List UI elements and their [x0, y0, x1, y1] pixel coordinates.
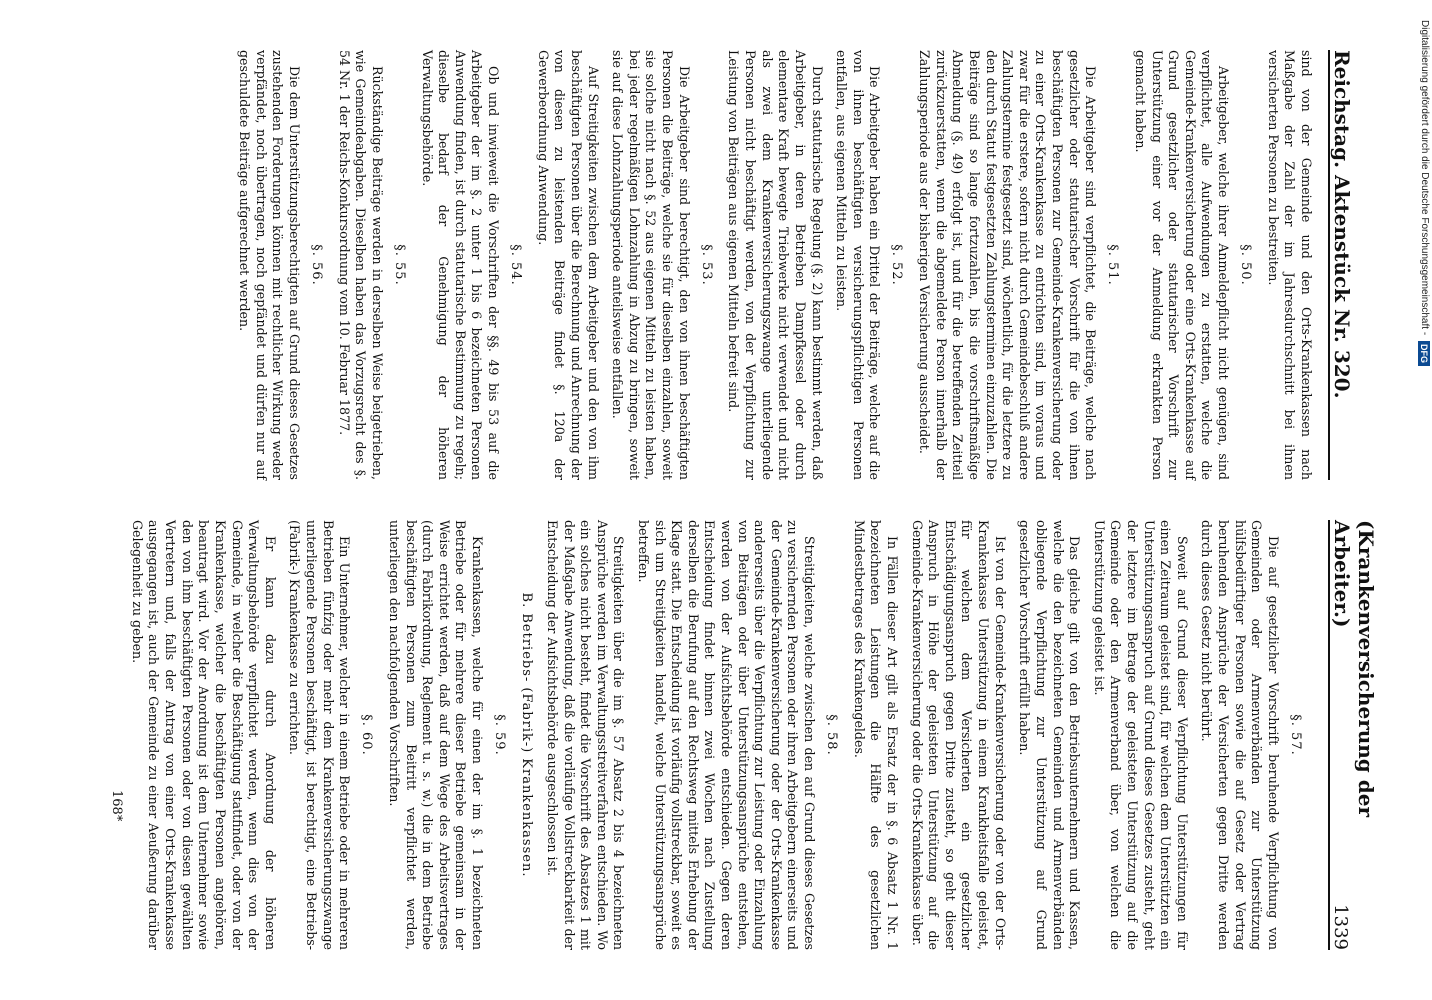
paragraph: Streitigkeiten über die im §. 57 Absatz 2 bis 4 bezeichneten Ansprüche werden im Verwaltungsstreitverfahren entschieden. Wo ein solches nicht besteht, findet die Vorschrift des Absatzes 1 mit der Maßgabe Anwendung, daß die vorläufige Vollstreckbarkeit der Entscheidung der Aufsichtsbehörde ausgeschlossen ist.	[544, 520, 627, 950]
header-left-text: Reichstag. Aktenstück Nr. 320.	[1330, 50, 1354, 399]
section-heading: §. 55.	[392, 244, 408, 286]
section-heading: §. 60.	[359, 714, 375, 756]
credit-text: Digitalisierung gefördert durch die Deutsche Forschungsgemeinschaft -	[1419, 20, 1430, 336]
signature-mark: 168*	[109, 790, 124, 822]
paragraph: Die dem Unterstützungsberechtigten auf Grund dieses Gesetzes zustehenden Forderungen können mit rechtlicher Wirkung weder verpfändet, noch übertragen, noch gepfändet und dürfen nur auf geschuldete Beiträge aufgerechnet werden.	[237, 50, 302, 480]
section-heading: §. 51.	[1105, 244, 1121, 286]
section-heading: §. 52.	[889, 244, 905, 286]
section-heading: §. 54.	[508, 244, 524, 286]
section-heading: §. 50.	[1238, 244, 1254, 286]
paragraph: Ob und inwieweit die Vorschriften der §§. 49 bis 53 auf die Arbeitgeber der im §. 2 unter 1 bis 6 bezeichneten Personen Anwendung finden, ist durch statutarische Bestimmung zu regeln; dieselbe bedarf der Genehmigung der höheren Verwaltungsbehörde.	[419, 50, 502, 480]
digitization-credit	[1416, 20, 1430, 980]
paragraph: Durch statutarische Regelung (§. 2) kann bestimmt werden, daß Arbeitgeber, in deren Betrieben Dampfkessel oder durch elementare Kraft bewegte Triebwerke nicht verwendet und nicht als zwei dem Krankenversicherungszwange unterliegende Personen nicht beschäftigt werden, von der Verpflichtung zur Leistung von Beiträgen aus eigenen Mitteln befreit sind.	[726, 50, 825, 480]
section-heading: §. 59.	[492, 714, 508, 756]
section-heading: §. 56.	[309, 244, 325, 286]
section-heading: §. 53.	[698, 244, 714, 286]
page-body	[62, 50, 1378, 950]
dfg-logo: DFG	[1418, 341, 1430, 366]
paragraph: Streitigkeiten, welche zwischen den auf Grund dieses Gesetzes zu versichernden Personen oder ihren Arbeitgebern einerseits und der Gemeinde-Krankenversicherung oder der Orts-Krankenkasse andererseits über die Verpflichtung zur Leistung oder Einzahlung von Beiträgen oder über Unterstützungsansprüche entstehen, werden von der Aufsichtsbehörde entschieden. Gegen deren Entscheidung findet binnen zwei Wochen nach Zustellung derselben die Berufung auf den Rechtsweg mittels Erhebung der Klage statt. Die Entscheidung ist vorläufig vollstreckbar, soweit es sich um Streitigkeiten handelt, welche Unterstützungsansprüche betreffen.	[635, 520, 818, 950]
text-column-right	[129, 520, 1314, 950]
paragraph: Ein Unternehmer, welcher in einem Betriebe oder in mehreren Betrieben fünfzig oder mehr dem Krankenversicherungszwange unterliegende Personen beschäftigt, ist berechtigt, eine Betriebs- (Fabrik-) Krankenkasse zu errichten.	[287, 520, 353, 950]
paragraph: Die Arbeitgeber sind verpflichtet, die Beiträge, welche nach gesetzlicher oder statutarischer Vorschrift für die von ihnen beschäftigten Personen zur Gemeinde-Krankenversicherung oder zu einer Orts-Krankenkasse zu entrichten sind, im voraus und zwar für die erstere, sofern nicht durch Gemeindebeschluß andere Zahlungstermine festgesetzt sind, wöchentlich, für die letztere zu den durch Statut festgesetzten Zahlungsterminen einzuzahlen. Die Beiträge sind so lange fortzuzahlen, bis die vorschriftsmäßige Abmeldung (§. 49) erfolgt ist, und für die betreffenden Zeitteil zurückzuerstatten, wenn die abgemeldete Person innerhalb der Zahlungsperiode aus der bisherigen Versicherung ausscheidet.	[917, 50, 1099, 480]
subsection-heading: B. Betriebs- (Fabrik-) Krankenkassen.	[519, 592, 535, 878]
paragraph: Arbeitgeber, welche ihrer Anmeldepflicht nicht genügen, sind verpflichtet, alle Aufwendungen zu erstatten, welche die Gemeinde-Krankenversicherung oder eine Orts-Krankenkasse auf Grund gesetzlicher oder statutarischer Vorschrift zur Unterstützung einer vor der Anmeldung erkrankten Person gemacht haben.	[1132, 50, 1232, 480]
section-heading: §. 58.	[824, 714, 840, 756]
paragraph: Krankenkassen, welche für einen der im §. 1 bezeichneten Betriebe oder für mehrere dieser Betriebe gemeinsam in der Weise errichtet werden, daß auf dem Wege des Arbeitsvertrages (durch Fabrikordnung, Reglement u. s. w.) die in dem Betriebe beschäftigten Personen zum Beitritt verpflichtet werden, unterliegen den nachfolgenden Vorschriften.	[386, 520, 485, 950]
page-number: 1339	[1330, 904, 1351, 950]
paragraph: Ist von der Gemeinde-Krankenversicherung oder von der Orts-Krankenkasse Unterstützung in einem Krankheitsfalle geleistet, für welchen dem Versicherten ein gesetzlicher Entschädigungsanspruch gegen Dritte zusteht, so geht dieser Anspruch in Höhe der geleisteten Unterstützung auf die Gemeinde-Krankenversicherung oder die Orts-Krankenkasse über.	[909, 520, 1008, 950]
section-heading: §. 57.	[1288, 714, 1303, 756]
paragraph: Die auf gesetzlicher Vorschrift beruhende Verpflichtung von Gemeinden oder Armenverbänden zur Unterstützung hülfsbedürftiger Personen sowie die auf Gesetz oder Vertrag beruhenden Ansprüche der Versicherten gegen Dritte werden durch dieses Gesetz nicht berührt.	[1199, 520, 1281, 950]
paragraph: Rückständige Beiträge werden in derselben Weise beigetrieben, wie Gemeindeabgaben. Dieselben haben das Vorzugsrecht des §. 54 Nr. 1 der Reichs-Konkursordnung vom 10. Februar 1877.	[336, 50, 385, 480]
paragraph: Die Arbeitgeber sind berechtigt, den von ihnen beschäftigten Personen die Beiträge, welche sie für dieselben einzahlen, soweit sie solche nicht nach §. 52 aus eigenen Mitteln zu leisten haben, bei jeder regelmäßigen Lohnzahlung in Abzug zu bringen, soweit sie auf diese Lohnzahlungsperiode anteilsweise entfallen.	[610, 50, 692, 480]
paragraph: Das gleiche gilt von den Betriebsunternehmern und Kassen, welche die den bezeichneten Gemeinden und Armenverbänden obliegende Verpflichtung zur Unterstützung auf Grund gesetzlicher Vorschrift erfüllt haben.	[1017, 520, 1083, 950]
text-column-left	[134, 50, 1314, 480]
paragraph: Er kann dazu durch Anordnung der höheren Verwaltungsbehörde verpflichtet werden, wenn dies von der Gemeinde, in welcher die Beschäftigung stattfindet, oder von der Krankenkasse, welcher die beschäftigten Personen angehören, beantragt wird. Vor der Anordnung ist dem Unternehmer sowie den von ihm beschäftigten Personen oder von diesen gewählten Vertretern und, falls der Antrag von einer Orts-Krankenkasse ausgegangen ist, auch der Gemeinde zu einer Aeußerung darüber Gelegenheit zu geben.	[129, 520, 278, 950]
running-header-right	[1328, 520, 1378, 950]
running-header-left	[1328, 50, 1362, 480]
paragraph: sind von der Gemeinde und den Orts-Krankenkassen nach Maßgabe der Zahl der im Jahresdurchschnitt bei ihnen versicherten Personen zu bestreiten.	[1265, 50, 1314, 480]
paragraph: Die Arbeitgeber haben ein Drittel der Beiträge, welche auf die von ihnen beschäftigten versicherungspflichtigen Personen entfallen, aus eigenen Mitteln zu leisten.	[834, 50, 883, 480]
paragraph: Auf Streitigkeiten zwischen dem Arbeitgeber und den von ihm beschäftigten Personen über die Berechnung und Anrechnung der von diesen zu leistenden Beiträge findet §. 120a der Gewerbeordnung Anwendung.	[535, 50, 601, 480]
paragraph: In Fällen dieser Art gilt als Ersatz der in §. 6 Absatz 1 Nr. 1 bezeichneten Leistungen die Hälfte des gesetzlichen Mindestbetrages des Krankengeldes.	[851, 520, 901, 950]
header-right-text: (Krankenversicherung der Arbeiter.)	[1330, 520, 1378, 818]
paragraph: Soweit auf Grund dieser Verpflichtung Unterstützungen für einen Zeitraum geleistet sind, für welchen dem Unterstützten ein Unterstützungsanspruch auf Grund dieses Gesetzes zusteht, geht der letztere im Betrage der geleisteten Unterstützung auf die Gemeinde oder den Armenverband über, von welchen die Unterstützung geleistet ist.	[1091, 520, 1190, 950]
